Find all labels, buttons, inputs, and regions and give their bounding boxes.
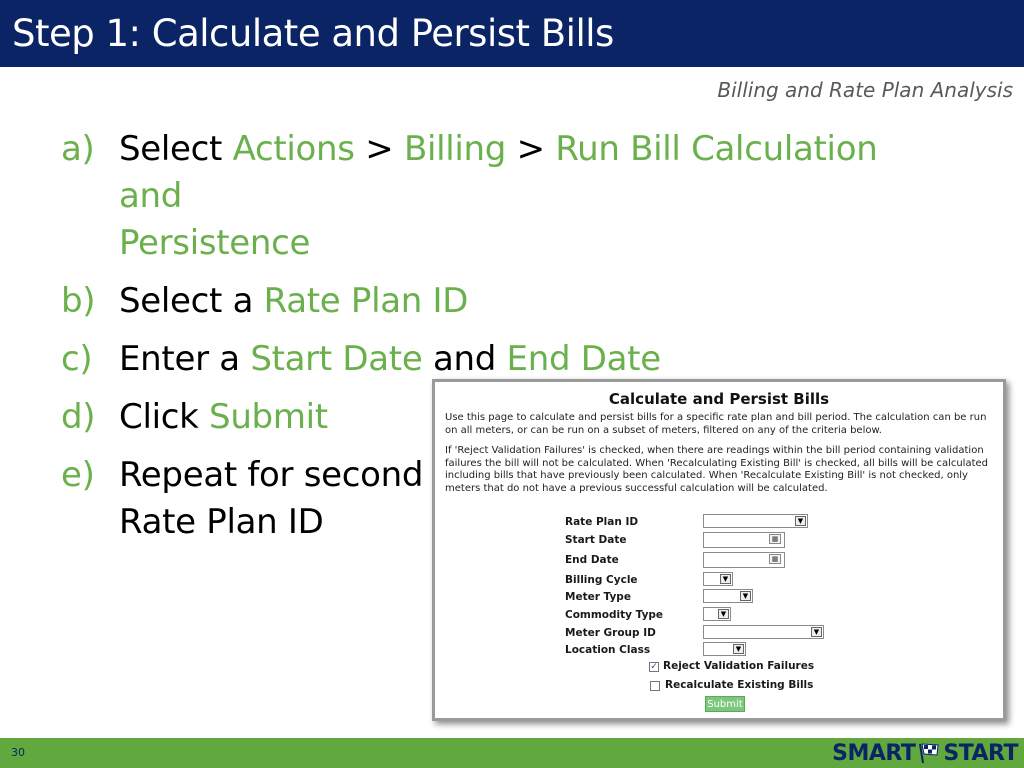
bullet-highlight: Rate Plan ID [263, 281, 469, 321]
billing-cycle-label: Billing Cycle [565, 574, 638, 586]
location-class-select[interactable] [703, 642, 746, 656]
path-separator: > [506, 129, 556, 169]
form-description-paragraph: Use this page to calculate and persist bills for a specific rate plan and bill period. The calculation can be run on all meters, or can be run on a subset of meters, filtered on any of the criteria below. [445, 412, 987, 436]
list-marker: e) [61, 455, 95, 495]
commodity-type-label: Commodity Type [565, 609, 664, 621]
smart-start-logo [832, 740, 1018, 766]
bullet-highlight: Submit [209, 397, 328, 437]
end-date-label: End Date [565, 554, 619, 566]
chevron-down-icon[interactable]: ▼ [795, 516, 806, 526]
list-marker: a) [61, 129, 95, 169]
logo-text-smart: SMART [832, 740, 916, 766]
slide-subtitle: Billing and Rate Plan Analysis [717, 78, 1013, 102]
menu-path-persistence: Persistence [119, 223, 311, 263]
form-title: Calculate and Persist Bills [608, 390, 830, 408]
list-item [61, 336, 931, 383]
bullet-highlight: Start Date [250, 339, 423, 379]
menu-path-run-bill-calculation: Run Bill Calculation and [119, 129, 878, 216]
list-item [61, 126, 931, 267]
slide-title: Step 1: Calculate and Persist Bills [12, 12, 614, 55]
commodity-type-select[interactable] [703, 607, 731, 621]
rate-plan-id-label: Rate Plan ID [565, 516, 639, 528]
billing-cycle-select[interactable] [703, 572, 733, 586]
meter-type-label: Meter Type [565, 591, 631, 603]
chevron-down-icon[interactable]: ▼ [811, 627, 822, 637]
chevron-down-icon[interactable]: ▼ [720, 574, 731, 584]
title-bar [0, 0, 1024, 67]
path-separator: > [354, 129, 404, 169]
form-description [445, 412, 1000, 503]
chevron-down-icon[interactable]: ▼ [733, 644, 744, 654]
form-description-paragraph: If 'Reject Validation Failures' is checked, when there are readings within the bill period containing validation failures the bill will not be calculated. When 'Recalculating Existing Bill' is checked, all bills will be calculated including bills that have previously been calculated. When 'Recalculate Existing Bill' is not checked, only meters that do not have a previous successful calculation will be calculated. [445, 445, 989, 494]
bullet-text: Enter a [119, 339, 251, 379]
footer-bar [0, 738, 1024, 768]
calendar-icon[interactable]: ▦ [769, 554, 781, 564]
list-item [61, 278, 931, 325]
bullet-text: Select [119, 129, 233, 169]
start-date-input[interactable] [703, 532, 785, 548]
logo-text-start: START [943, 740, 1018, 766]
bullet-text: Click [119, 397, 210, 437]
list-marker: c) [61, 339, 93, 379]
rate-plan-id-select[interactable] [703, 514, 808, 528]
checkered-flag-icon [917, 742, 941, 764]
end-date-input[interactable] [703, 552, 785, 568]
meter-type-select[interactable] [703, 589, 753, 603]
calculate-bills-form-screenshot [432, 379, 1006, 721]
bullet-text: Repeat for second [119, 455, 424, 495]
recalculate-existing-bills-label: Recalculate Existing Bills [665, 679, 814, 691]
chevron-down-icon[interactable]: ▼ [718, 609, 729, 619]
meter-group-id-label: Meter Group ID [565, 627, 656, 639]
reject-validation-failures-label: Reject Validation Failures [663, 660, 815, 672]
menu-path-billing: Billing [403, 129, 507, 169]
calendar-icon[interactable]: ▦ [769, 534, 781, 544]
menu-path-actions: Actions [232, 129, 355, 169]
reject-validation-failures-checkbox[interactable]: ✓ [650, 662, 658, 672]
list-marker: d) [61, 397, 96, 437]
page-number: 30 [11, 746, 25, 759]
recalculate-existing-bills-checkbox[interactable] [650, 681, 660, 691]
meter-group-id-select[interactable] [703, 625, 824, 639]
chevron-down-icon[interactable]: ▼ [740, 591, 751, 601]
submit-button[interactable]: Submit [705, 696, 745, 712]
location-class-label: Location Class [565, 644, 651, 656]
bullet-text: and [422, 339, 507, 379]
bullet-highlight: End Date [506, 339, 661, 379]
list-marker: b) [61, 281, 96, 321]
bullet-text: Rate Plan ID [119, 502, 324, 542]
bullet-text: Select a [119, 281, 264, 321]
start-date-label: Start Date [565, 534, 627, 546]
